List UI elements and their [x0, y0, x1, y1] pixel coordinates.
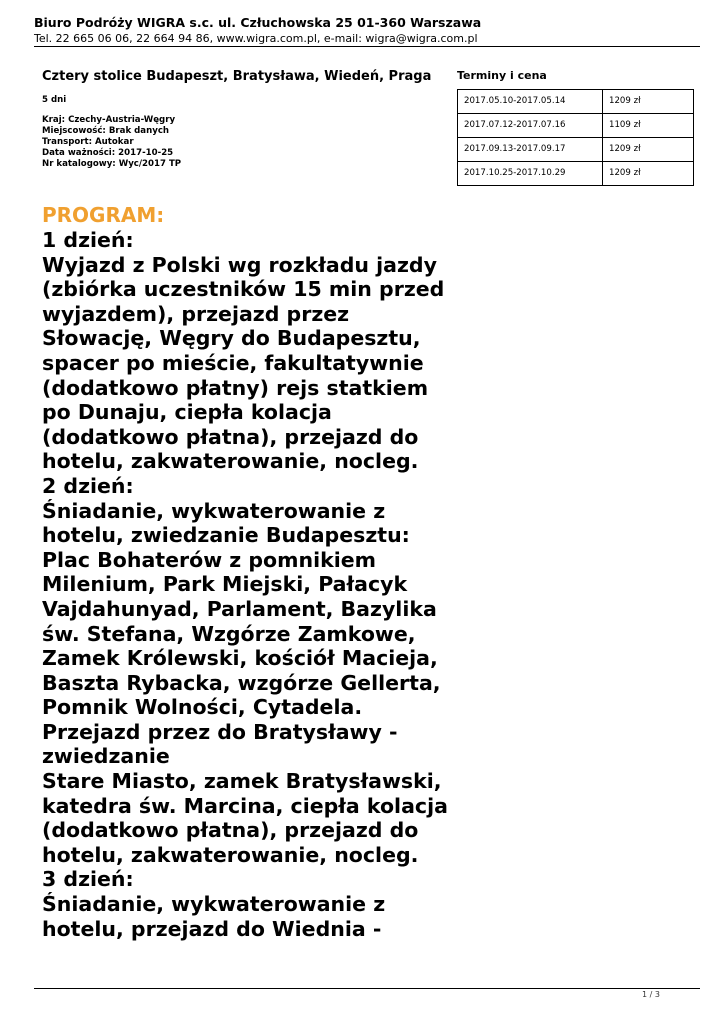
- program-line: (dodatkowo płatny) rejs statkiem: [42, 375, 429, 400]
- header-divider: [34, 46, 700, 47]
- program-line: Śniadanie, wykwaterowanie z: [42, 498, 386, 523]
- table-row: [458, 90, 694, 114]
- footer-divider: [34, 988, 700, 989]
- program-line: Śniadanie, wykwaterowanie z: [42, 892, 386, 917]
- term-dates: 2017.05.10-2017.05.14: [458, 90, 603, 114]
- program-line: 3 dzień:: [42, 867, 134, 892]
- program-line: 2 dzień:: [42, 473, 134, 498]
- program-line: Pomnik Wolności, Cytadela.: [42, 695, 363, 720]
- trip-valid-until: Data ważności: 2017-10-25: [42, 148, 174, 158]
- term-dates: 2017.07.12-2017.07.16: [458, 114, 603, 138]
- trip-info: [42, 68, 432, 170]
- program-line: Baszta Rybacka, wzgórze Gellerta,: [42, 670, 441, 695]
- program-line: Milenium, Park Miejski, Pałacyk: [42, 572, 408, 597]
- program-line: hotelu, zwiedzanie Budapesztu:: [42, 523, 410, 548]
- program-line: spacer po mieście, fakultatywnie: [42, 350, 424, 375]
- program-line: po Dunaju, ciepła kolacja: [42, 400, 332, 425]
- page-header: [34, 15, 694, 46]
- program-line: Zamek Królewski, kościół Macieja,: [42, 646, 438, 671]
- trip-country: Kraj: Czechy-Austria-Węgry: [42, 115, 176, 125]
- program-line: (dodatkowo płatna), przejazd do: [42, 424, 419, 449]
- table-row: [458, 138, 694, 162]
- program-line: katedra św. Marcina, ciepła kolacja: [42, 793, 448, 818]
- program-line: (zbiórka uczestników 15 min przed: [42, 277, 445, 302]
- program-line: Wyjazd z Polski wg rozkładu jazdy: [42, 252, 437, 277]
- program-line: 1 dzień:: [42, 228, 134, 252]
- program-line: hotelu, zakwaterowanie, nocleg.: [42, 449, 419, 474]
- trip-details: [42, 115, 432, 170]
- program-text: [42, 228, 448, 941]
- term-price: 1209 zł: [603, 162, 694, 186]
- terms-heading: Terminy i cena: [457, 69, 547, 82]
- program-line: św. Stefana, Wzgórze Zamkowe,: [42, 621, 416, 646]
- program-line: zwiedzanie: [42, 744, 170, 769]
- term-dates: 2017.09.13-2017.09.17: [458, 138, 603, 162]
- table-row: [458, 162, 694, 186]
- program-line: Przejazd przez do Bratysławy -: [42, 719, 398, 744]
- page-number: 1 / 3: [642, 990, 660, 999]
- program-section: [42, 203, 448, 941]
- term-price: 1209 zł: [603, 138, 694, 162]
- program-heading: PROGRAM:: [42, 203, 165, 227]
- program-line: Stare Miasto, zamek Bratysławski,: [42, 769, 442, 794]
- program-line: Vajdahunyad, Parlament, Bazylika: [42, 596, 437, 621]
- program-line: (dodatkowo płatna), przejazd do: [42, 818, 419, 843]
- terms-section: [457, 69, 697, 186]
- trip-duration: 5 dni: [42, 95, 67, 105]
- program-line: wyjazdem), przejazd przez: [42, 301, 350, 326]
- program-line: hotelu, przejazd do Wiednia -: [42, 916, 382, 941]
- table-row: [458, 114, 694, 138]
- company-name: Biuro Podróży WIGRA s.c. ul. Człuchowska 25 01-360 Warszawa: [34, 15, 482, 30]
- trip-location: Miejscowość: Brak danych: [42, 126, 170, 136]
- program-line: Plac Bohaterów z pomnikiem: [42, 547, 377, 572]
- trip-transport: Transport: Autokar: [42, 137, 134, 147]
- term-dates: 2017.10.25-2017.10.29: [458, 162, 603, 186]
- term-price: 1209 zł: [603, 90, 694, 114]
- program-line: hotelu, zakwaterowanie, nocleg.: [42, 842, 419, 867]
- program-line: Słowację, Węgry do Budapesztu,: [42, 326, 421, 351]
- trip-catalog-number: Nr katalogowy: Wyc/2017 TP: [42, 159, 182, 169]
- company-contact: Tel. 22 665 06 06, 22 664 94 86, www.wigra.com.pl, e-mail: wigra@wigra.com.pl: [34, 32, 478, 45]
- trip-title: Cztery stolice Budapeszt, Bratysława, Wiedeń, Praga: [42, 69, 432, 84]
- terms-table: [457, 89, 694, 186]
- term-price: 1109 zł: [603, 114, 694, 138]
